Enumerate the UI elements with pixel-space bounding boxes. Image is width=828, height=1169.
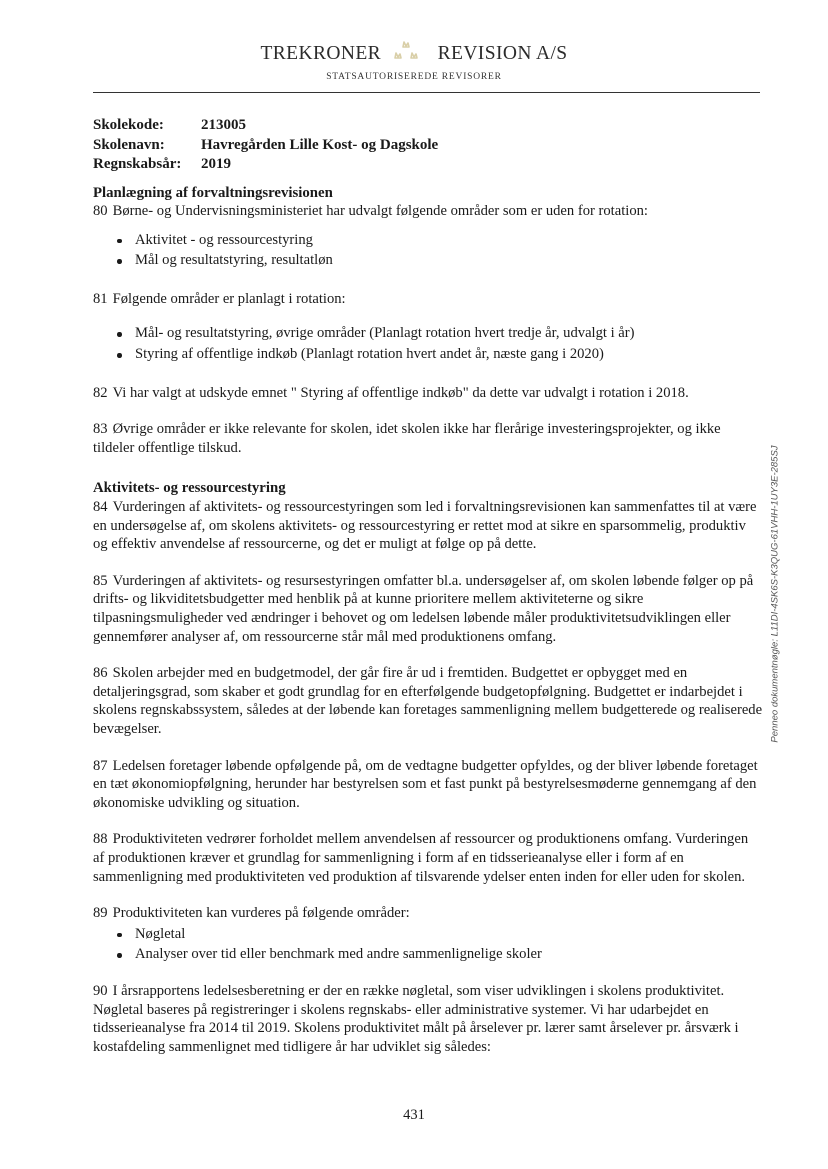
paragraph-89: 89 Produktiviteten kan vurderes på følgende områder: [93,905,410,922]
section-heading-planning: Planlægning af forvaltningsrevisionen [93,184,333,201]
paragraph-84: 84 Vurderingen af aktivitets- og ressourcestyringen som led i forvaltningsrevisionen kan sammenfattes til at være en undersøgelse af, om skolens aktivitets- og ressourcestyring er rettet mod at sikre en sparsommelig, produktiv og effektiv anvendelse af ressourcerne, og det er muligt at følge op på dette. [93,499,757,553]
list-item: Aktivitet - og ressourcestyring [115,231,763,250]
paragraph-81: 81 Følgende områder er planlagt i rotation: [93,290,346,307]
list-item: Mål og resultatstyring, resultatløn [115,251,763,270]
list-81 [93,324,763,363]
meta-row-fiscal-year: Regnskabsår: 2019 [93,156,231,172]
firm-subtitle: STATSAUTORISEREDE REVISORER [326,72,502,82]
section-heading-activity: Aktivitets- og ressourcestyring [93,480,286,497]
paragraph-83: 83 Øvrige områder er ikke relevante for skolen, idet skolen ikke har flerårige investeringsprojekter, og ikke tildeler offentlige tilskud. [93,421,721,456]
firm-name-left: TREKRONER [260,43,382,64]
page-number: 431 [403,1107,425,1123]
school-info [93,116,763,175]
paragraph-82: 82 Vi har valgt at udskyde emnet " Styring af offentlige indkøb" da dette var udvalgt i rotation i 2018. [93,384,689,401]
meta-row-school-name: Skolenavn: Havregården Lille Kost- og Dagskole [93,136,439,153]
paragraph-90: 90 I årsrapportens ledelsesberetning er der en række nøgletal, som viser udviklingen i skolens produktivitet. Nøgletal baseres på registreringer i skolens regnskabs- eller administrative systemer. Vi har udarbejdet en tidsserieanalyse fra 2014 til 2019. Skolens produktivitet målt på årselever pr. lærer samt årselever pr. årsværk i kostafdeling sammenlignet med tidligere år har udviklet sig således: [93,982,739,1055]
list-80 [93,231,763,270]
list-item: Styring af offentlige indkøb (Planlagt rotation hvert andet år, næste gang i 2020) [115,345,763,364]
document-body [93,116,763,1074]
penneo-document-key: Penneo dokumentnøgle: L11DI-4SK6S-K3QUG-61VHH-1UY3E-285SJ [769,445,781,743]
list-item: Mål- og resultatstyring, øvrige områder (Planlagt rotation hvert tredje år, udvalgt i år) [115,324,763,343]
firm-name [0,40,828,65]
paragraph-88: 88 Produktiviteten vedrører forholdet mellem anvendelsen af ressourcer og produktionens omfang. Vurderingen af produktionen kræver et grundlag for sammenligning i form af en tidsserieanalyse eller i form af en sammenligning med produktiviteten ved produktion af tilsvarende ydelser enten inden for eller uden for skolen. [93,831,749,885]
firm-name-right: REVISION A/S [437,43,568,64]
meta-row-school-code: Skolekode: 213005 [93,117,246,133]
paragraph-87: 87 Ledelsen foretager løbende opfølgende på, om de vedtagne budgetter opfyldes, og der bliver løbende foretaget en tæt økonomiopfølgning, herunder har bestyrelsen som et fast punkt på bestyrelsesmøderne gennemgang af den økonomiske udvikling og situation. [93,757,758,811]
paragraph-86: 86 Skolen arbejder med en budgetmodel, der går fire år ud i fremtiden. Budgettet er opbygget med en detaljeringsgrad, som skaber et godt grundlag for en efterfølgende budgetopfølgning. Budgettet er indarbejdet i skolens regnskabssystem, således at der løbende kan foretages sammenligning mellem budgetterede og realiserede bevægelser. [93,665,763,737]
list-89 [93,925,763,964]
list-item: Analyser over tid eller benchmark med andre sammenlignelige skoler [115,945,763,964]
paragraph-80: 80 Børne- og Undervisningsministeriet har udvalgt følgende områder som er uden for rotation: [93,203,648,220]
paragraph-85: 85 Vurderingen af aktivitets- og resursestyringen omfatter bl.a. undersøgelser af, om skolen løbende følger op på drifts- og likviditetsbudgetter med henblik på at kunne prioritere mellem aktiviteterne og sikre tilpasningsmuligheder ved ændringer i behovet og om ledelsen løbende måler produktivitetsudviklingen eller gennemfører analyser af, om ressourcerne står mål med produktionens omfang. [93,572,754,645]
header-divider [93,92,760,93]
list-item: Nøgletal [115,925,763,944]
letterhead [0,40,828,82]
crowns-logo-icon [392,40,426,64]
